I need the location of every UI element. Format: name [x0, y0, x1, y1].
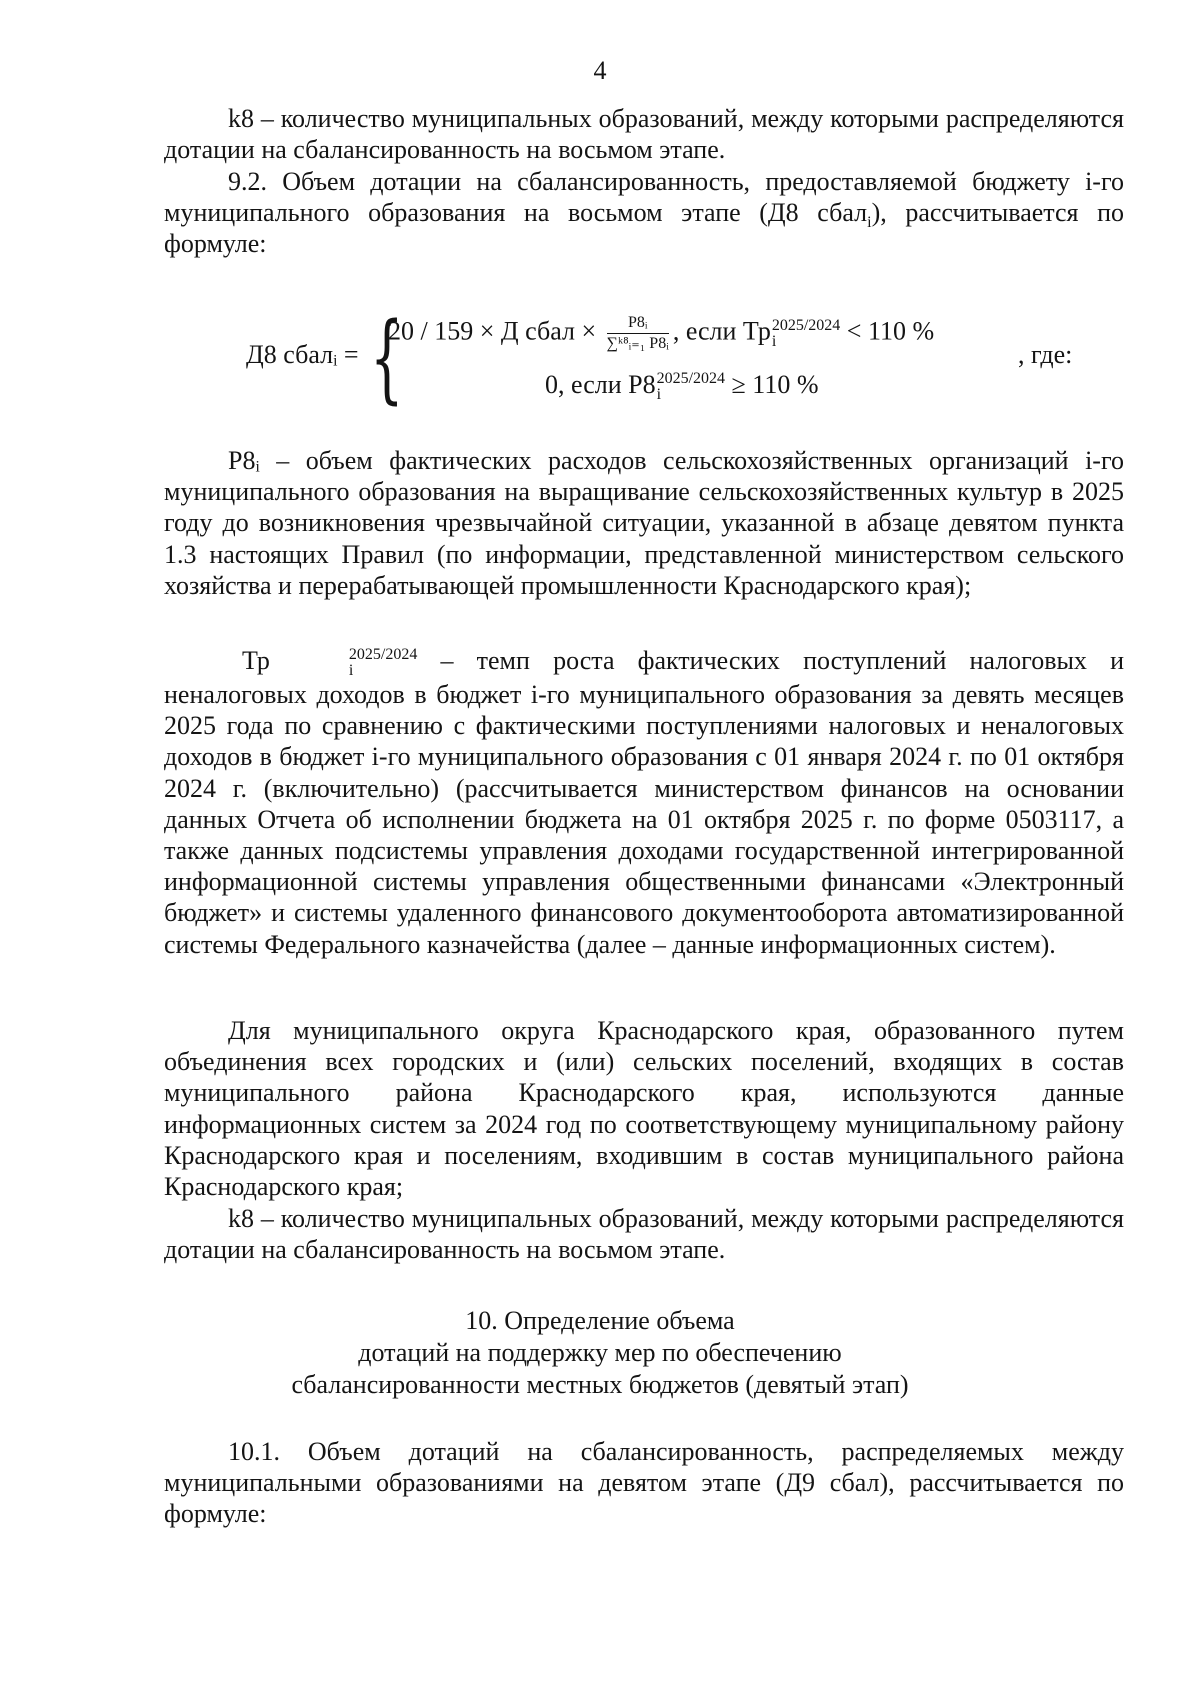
p8-definition: Р8ᵢ – объем фактических расходов сельскохозяйственных организаций i-го муниципального образования на выращивание сельскохозяйственных культур в 2025 году до возникновения чрезвычайной ситуации, указанной в абзаце девятом пункта 1.3 настоящих Правил (по информации, представленной министерством сельского хозяйства и перерабатывающей промышленности Краснодарского края); — [164, 446, 1124, 600]
tp-definition — [164, 645, 1124, 960]
formula-case-1-sup: 2025/2024 — [771, 316, 841, 334]
formula-case-1-part-b: , если Тр — [672, 316, 771, 346]
paragraph-9-2-part-b: ), рассчитывается по формуле: — [164, 198, 1124, 259]
page-number: 4 — [593, 56, 607, 85]
section-title-line-3: сбалансированности местных бюджетов (девятый этап) — [291, 1370, 909, 1399]
formula-case-2-sup: 2025/2024 — [656, 370, 726, 388]
formula-case-2-part-c: ≥ 110 % — [725, 370, 819, 399]
paragraph-9-2 — [164, 166, 1124, 260]
formula-case-1-indices — [772, 318, 840, 350]
fraction-numerator: Р8ᵢ — [607, 314, 669, 334]
formula-case-1-part-c: < 110 % — [840, 316, 935, 346]
tp-definition-text: – темп роста фактических поступлений налоговых и неналоговых доходов в бюджет i-го муниципального образования за девять месяцев 2025 года по сравнению с фактическими поступлениями налоговых и неналоговых доходов в бюджет i-го муниципального образования с 01 января 2024 г. по 01 октября 2024 г. (включительно) (рассчитывается министерством финансов на основании данных Отчета об исполнении бюджета на 01 октября 2025 г. по форме 0503117, а также данных подсистемы управления доходами государственной интегрированной информационной системы управления общественными финансами «Электронный бюджет» и системы удаленного финансового документооборота автоматизированной системы Федерального казначейства (далее – данные информационных систем). — [164, 646, 1124, 959]
tp-label: Тр — [242, 646, 270, 675]
formula-case-2-indices — [657, 371, 725, 403]
paragraph-9-2-part-a: 9.2. Объем дотации на сбалансированность, предоставляемой бюджету i-го муниципального образования на восьмом этапе (Д8 сбал — [164, 167, 1124, 228]
tp-indices — [271, 647, 417, 679]
okrug-paragraph: Для муниципального округа Краснодарского края, образованного путем объединения всех городских и (или) сельских поселений, входящих в состав муниципального района Краснодарского края, используются данные информационных систем за 2024 год по соответствующему муниципальному району Краснодарского края и поселениям, входившим в состав муниципального района Краснодарского края; — [164, 1016, 1124, 1202]
formula-case-2-part-a: 0, если Р8 — [545, 370, 656, 399]
formula-tail: , где: — [1018, 340, 1073, 369]
formula-case-1 — [388, 314, 934, 353]
formula-brace: { — [370, 302, 404, 414]
formula-case-2 — [545, 370, 819, 403]
formula-case-1-sub: i — [771, 332, 777, 350]
formula-case-2-sub: i — [656, 386, 662, 404]
k8-definition-top: k8 – количество муниципальных образований, между которыми распределяются дотации на сбалансированность на восьмом этапе. — [164, 104, 1124, 165]
formula-fraction — [607, 314, 669, 353]
formula-lhs: Д8 сбалᵢ = — [246, 340, 359, 369]
tp-sub: i — [348, 662, 354, 680]
formula-d8 — [0, 300, 1200, 430]
tp-sup: 2025/2024 — [348, 646, 418, 664]
k8-definition-bottom: k8 – количество муниципальных образований, между которыми распределяются дотации на сбалансированность на восьмом этапе. — [164, 1204, 1124, 1265]
section-title-line-1: 10. Определение объема — [465, 1306, 735, 1335]
fraction-denominator: ∑ᵏ⁸ᵢ₌₁ Р8ᵢ — [606, 335, 669, 352]
formula-case-1-part-a: 20 / 159 × Д сбал × — [388, 316, 597, 346]
paragraph-9-2-sub: i — [867, 214, 872, 232]
section-title-line-2: дотаций на поддержку мер по обеспечению — [358, 1338, 842, 1367]
paragraph-10-1: 10.1. Объем дотаций на сбалансированность, распределяемых между муниципальными образованиями на девятом этапе (Д9 сбал), рассчитывается по формуле: — [164, 1437, 1124, 1529]
